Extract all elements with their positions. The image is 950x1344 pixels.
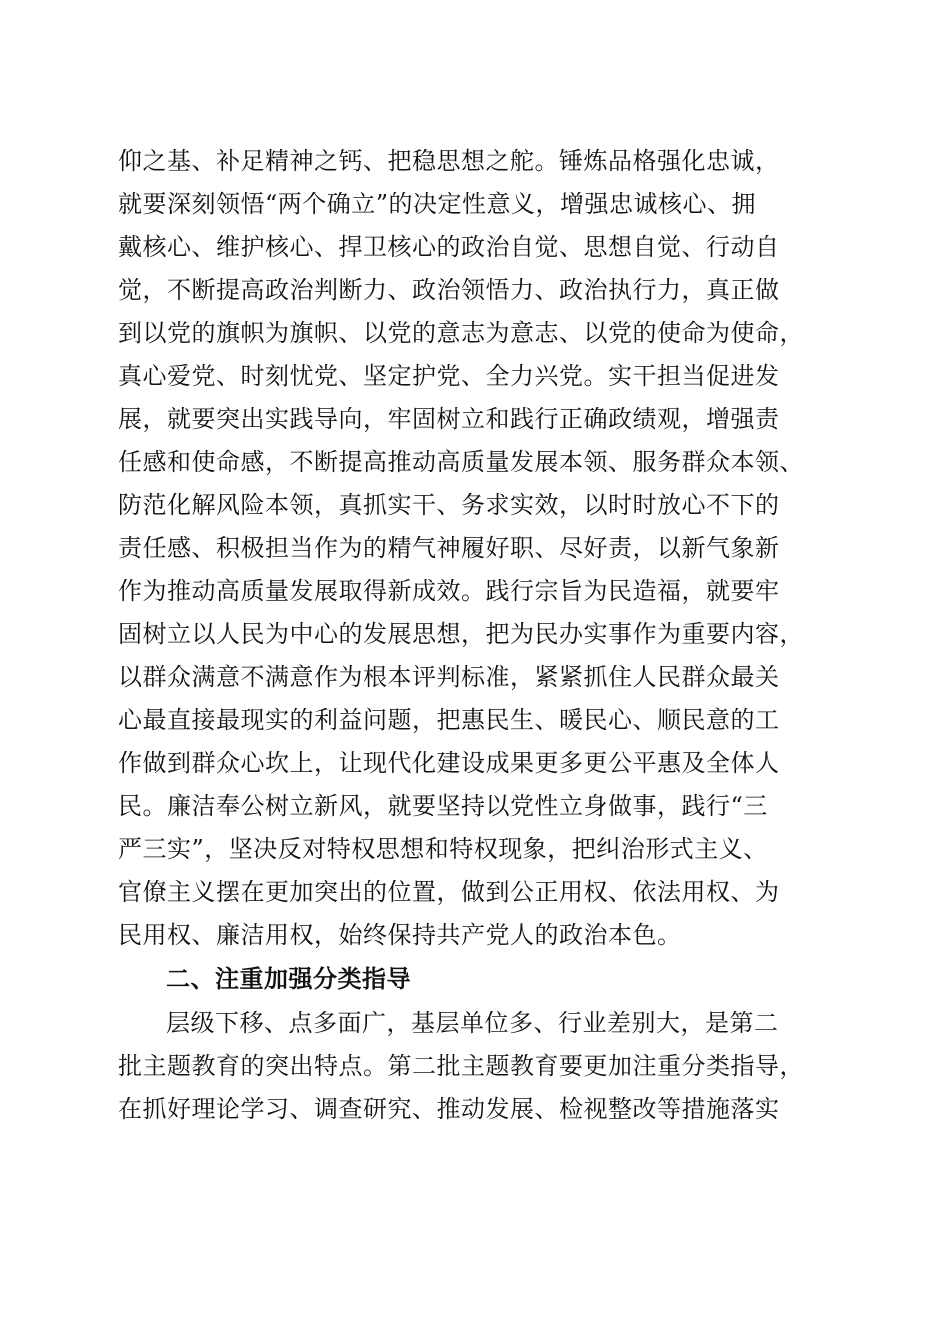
paragraph-line: 以群众满意不满意作为根本评判标准，紧紧抓住人民群众最关 xyxy=(118,663,780,691)
paragraph-line: 严三实”，坚决反对特权思想和特权现象，把纠治形式主义、 xyxy=(118,835,768,863)
paragraph-line: 在抓好理论学习、调查研究、推动发展、检视整改等措施落实 xyxy=(118,1095,780,1123)
paragraph-line: 作为推动高质量发展取得新成效。践行宗旨为民造福，就要牢 xyxy=(118,577,780,605)
paragraph-line: 批主题教育的突出特点。第二批主题教育要更加注重分类指导， xyxy=(118,1052,804,1080)
paragraph-line: 仰之基、补足精神之钙、把稳思想之舵。锤炼品格强化忠诚， xyxy=(118,147,780,175)
paragraph-line: 作做到群众心坎上，让现代化建设成果更多更公平惠及全体人 xyxy=(118,749,780,777)
paragraph-line: 民用权、廉洁用权，始终保持共产党人的政治本色。 xyxy=(118,921,682,949)
paragraph-line: 觉，不断提高政治判断力、政治领悟力、政治执行力，真正做 xyxy=(118,276,780,304)
paragraph-line: 官僚主义摆在更加突出的位置，做到公正用权、依法用权、为 xyxy=(118,878,780,906)
paragraph-line: 防范化解风险本领，真抓实干、务求实效，以时时放心不下的 xyxy=(118,491,780,519)
paragraph-line: 民。廉洁奉公树立新风，就要坚持以党性立身做事，践行“三 xyxy=(118,792,768,820)
paragraph-line: 心最直接最现实的利益问题，把惠民生、暖民心、顺民意的工 xyxy=(118,706,780,734)
paragraph-line: 展，就要突出实践导向，牢固树立和践行正确政绩观，增强责 xyxy=(118,405,780,433)
paragraph-line: 戴核心、维护核心、捍卫核心的政治自觉、思想自觉、行动自 xyxy=(118,233,780,261)
paragraph-line: 责任感、积极担当作为的精气神履好职、尽好责，以新气象新 xyxy=(118,534,780,562)
paragraph-line: 任感和使命感，不断提高推动高质量发展本领、服务群众本领、 xyxy=(118,448,804,476)
paragraph-line: 真心爱党、时刻忧党、坚定护党、全力兴党。实干担当促进发 xyxy=(118,362,780,390)
paragraph-line: 层级下移、点多面广，基层单位多、行业差别大，是第二 xyxy=(166,1009,779,1037)
paragraph-line: 就要深刻领悟“两个确立”的决定性意义，增强忠诚核心、拥 xyxy=(118,190,757,218)
document-body xyxy=(118,140,838,1131)
paragraph-line: 到以党的旗帜为旗帜、以党的意志为意志、以党的使命为使命， xyxy=(118,319,804,347)
section-heading: 二、注重加强分类指导 xyxy=(166,965,411,993)
paragraph-line: 固树立以人民为中心的发展思想，把为民办实事作为重要内容， xyxy=(118,620,804,648)
